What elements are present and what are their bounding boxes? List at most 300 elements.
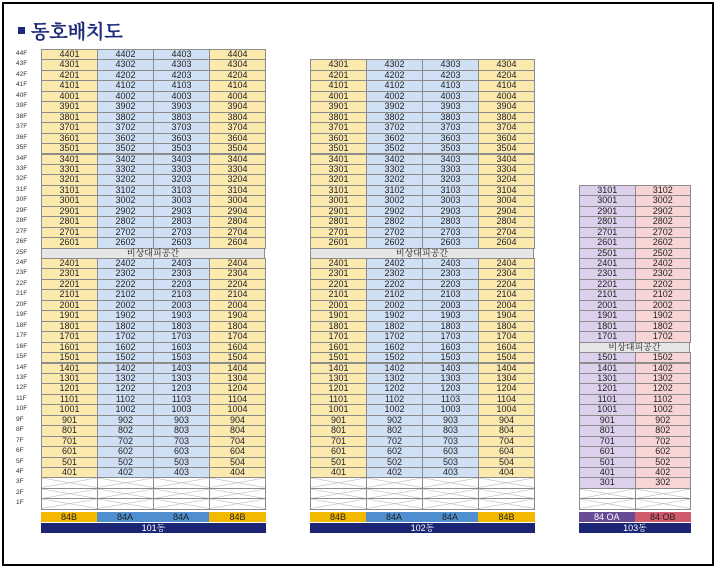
unit-cell: 4201 <box>41 70 98 81</box>
unit-cell: 3504 <box>209 143 266 154</box>
unit-cell: 1904 <box>209 310 266 321</box>
floor-label: 43F <box>16 60 28 68</box>
floor-label: 14F <box>16 363 28 371</box>
unit-cell: 2804 <box>478 216 535 227</box>
unit-cell: 803 <box>153 425 210 436</box>
empty-floor-cell <box>310 498 367 509</box>
floor-label: 41F <box>16 81 28 89</box>
unit-cell: 4101 <box>310 80 367 91</box>
unit-cell: 4004 <box>478 91 535 102</box>
unit-cell: 3503 <box>422 143 479 154</box>
unit-cell: 2402 <box>635 258 692 269</box>
floor-label: 35F <box>16 144 28 152</box>
unit-cell: 1302 <box>635 373 692 384</box>
unit-cell: 3702 <box>97 122 154 133</box>
floor-label: 25F <box>16 248 28 256</box>
unit-cell: 502 <box>635 457 692 468</box>
unit-cell: 3104 <box>478 185 535 196</box>
unit-cell: 2602 <box>635 237 692 248</box>
unit-cell: 701 <box>310 436 367 447</box>
unit-cell: 3403 <box>422 154 479 165</box>
unit-cell: 2801 <box>41 216 98 227</box>
floor-label: 32F <box>16 175 28 183</box>
unit-cell: 3101 <box>41 185 98 196</box>
unit-cell: 2303 <box>422 268 479 279</box>
unit-cell: 1703 <box>422 331 479 342</box>
unit-cell: 3301 <box>310 164 367 175</box>
unit-cell: 4203 <box>422 70 479 81</box>
unit-cell: 3204 <box>209 174 266 185</box>
unit-cell: 1604 <box>209 342 266 353</box>
unit-cell: 704 <box>478 436 535 447</box>
unit-cell: 3304 <box>209 164 266 175</box>
unit-cell: 2104 <box>209 289 266 300</box>
empty-floor-cell <box>635 498 692 509</box>
unit-cell: 2402 <box>366 258 423 269</box>
unit-cell: 3903 <box>422 101 479 112</box>
floor-label: 34F <box>16 154 28 162</box>
unit-cell: 804 <box>478 425 535 436</box>
unit-cell: 1202 <box>366 383 423 394</box>
unit-cell: 3703 <box>422 122 479 133</box>
unit-cell: 2301 <box>41 268 98 279</box>
unit-cell: 4103 <box>153 80 210 91</box>
unit-cell: 4001 <box>310 91 367 102</box>
unit-cell: 2303 <box>153 268 210 279</box>
unit-cell: 1101 <box>310 394 367 405</box>
unit-cell: 3401 <box>310 154 367 165</box>
unit-cell: 3002 <box>97 195 154 206</box>
floor-label: 21F <box>16 290 28 298</box>
unit-cell: 3302 <box>366 164 423 175</box>
unit-cell: 603 <box>153 446 210 457</box>
unit-cell: 403 <box>153 467 210 478</box>
floor-label: 6F <box>16 447 24 455</box>
unit-cell: 502 <box>366 457 423 468</box>
unit-cell: 1603 <box>422 342 479 353</box>
unit-cell: 2901 <box>579 206 636 217</box>
unit-cell: 501 <box>579 457 636 468</box>
unit-cell: 3202 <box>97 174 154 185</box>
floor-label: 11F <box>16 394 27 402</box>
floor-label: 38F <box>16 112 28 120</box>
unit-cell: 2802 <box>366 216 423 227</box>
unit-cell: 1001 <box>310 404 367 415</box>
unit-cell: 504 <box>478 457 535 468</box>
unit-cell: 1901 <box>310 310 367 321</box>
unit-cell: 802 <box>366 425 423 436</box>
unit-cell: 4201 <box>310 70 367 81</box>
unit-cell: 1502 <box>97 352 154 363</box>
unit-cell: 3601 <box>310 133 367 144</box>
unit-cell: 3003 <box>153 195 210 206</box>
unit-cell: 4102 <box>366 80 423 91</box>
unit-cell: 3804 <box>478 112 535 123</box>
unit-cell: 3604 <box>478 133 535 144</box>
unit-cell: 801 <box>310 425 367 436</box>
floor-label: 33F <box>16 164 28 172</box>
unit-cell: 701 <box>41 436 98 447</box>
unit-cell: 2104 <box>478 289 535 300</box>
unit-cell: 1004 <box>478 404 535 415</box>
unit-cell: 1002 <box>366 404 423 415</box>
unit-cell: 1203 <box>422 383 479 394</box>
unit-cell: 4104 <box>478 80 535 91</box>
unit-cell: 1903 <box>422 310 479 321</box>
refuge-floor-row: 비상대피공간 <box>41 248 265 259</box>
unit-cell: 2003 <box>422 300 479 311</box>
unit-cell: 2903 <box>422 206 479 217</box>
unit-cell: 1801 <box>579 321 636 332</box>
unit-cell: 2204 <box>478 279 535 290</box>
unit-cell: 3902 <box>97 101 154 112</box>
floor-label: 19F <box>16 311 28 319</box>
unit-cell: 3802 <box>97 112 154 123</box>
unit-cell: 3804 <box>209 112 266 123</box>
unit-cell: 1002 <box>97 404 154 415</box>
unit-cell: 2302 <box>366 268 423 279</box>
unit-cell: 602 <box>97 446 154 457</box>
unit-cell: 2202 <box>366 279 423 290</box>
unit-cell: 2002 <box>366 300 423 311</box>
unit-cell: 404 <box>209 467 266 478</box>
unit-cell: 2304 <box>209 268 266 279</box>
unit-cell: 3204 <box>478 174 535 185</box>
unit-cell: 2901 <box>310 206 367 217</box>
unit-cell: 801 <box>41 425 98 436</box>
floor-label: 12F <box>16 384 28 392</box>
floor-label: 42F <box>16 70 28 78</box>
unit-cell: 3102 <box>635 185 692 196</box>
unit-cell: 3602 <box>366 133 423 144</box>
unit-cell: 2401 <box>41 258 98 269</box>
floor-label: 16F <box>16 342 28 350</box>
unit-cell: 2904 <box>209 206 266 217</box>
unit-cell: 2702 <box>97 227 154 238</box>
unit-cell: 2101 <box>310 289 367 300</box>
unit-cell: 604 <box>209 446 266 457</box>
unit-cell: 1701 <box>41 331 98 342</box>
unit-cell: 2001 <box>41 300 98 311</box>
unit-cell: 503 <box>153 457 210 468</box>
unit-cell: 4204 <box>209 70 266 81</box>
unit-cell: 3101 <box>579 185 636 196</box>
unit-cell: 1803 <box>153 321 210 332</box>
unit-cell: 2102 <box>635 289 692 300</box>
unit-cell: 3004 <box>478 195 535 206</box>
unit-cell: 4202 <box>97 70 154 81</box>
unit-cell: 1301 <box>41 373 98 384</box>
unit-cell: 404 <box>478 467 535 478</box>
unit-cell: 1702 <box>366 331 423 342</box>
unit-cell: 3902 <box>366 101 423 112</box>
floor-label: 5F <box>16 457 24 465</box>
unit-cell: 2401 <box>310 258 367 269</box>
unit-type-label: 84B <box>478 512 535 522</box>
unit-cell: 3801 <box>41 112 98 123</box>
unit-cell: 4202 <box>366 70 423 81</box>
unit-cell: 704 <box>209 436 266 447</box>
unit-cell: 901 <box>41 415 98 426</box>
unit-cell: 1503 <box>422 352 479 363</box>
unit-cell: 3604 <box>209 133 266 144</box>
unit-cell: 802 <box>635 425 692 436</box>
unit-cell: 1402 <box>366 363 423 374</box>
unit-cell: 1702 <box>97 331 154 342</box>
unit-cell: 1301 <box>310 373 367 384</box>
unit-cell: 501 <box>41 457 98 468</box>
unit-cell: 603 <box>422 446 479 457</box>
floor-label: 9F <box>16 415 24 423</box>
unit-cell: 1804 <box>478 321 535 332</box>
unit-cell: 902 <box>366 415 423 426</box>
unit-cell: 3502 <box>97 143 154 154</box>
unit-cell: 1602 <box>366 342 423 353</box>
unit-cell: 1601 <box>310 342 367 353</box>
unit-cell: 1303 <box>422 373 479 384</box>
unit-cell: 4302 <box>366 59 423 70</box>
unit-cell: 2002 <box>635 300 692 311</box>
unit-cell: 3702 <box>366 122 423 133</box>
unit-cell: 3603 <box>422 133 479 144</box>
unit-cell: 903 <box>422 415 479 426</box>
unit-cell: 3603 <box>153 133 210 144</box>
unit-cell: 2901 <box>41 206 98 217</box>
unit-cell: 3601 <box>41 133 98 144</box>
unit-cell: 3701 <box>41 122 98 133</box>
unit-cell: 2402 <box>97 258 154 269</box>
unit-cell: 401 <box>579 467 636 478</box>
unit-cell: 2401 <box>579 258 636 269</box>
floor-label: 8F <box>16 426 24 434</box>
unit-type-label: 84B <box>209 512 266 522</box>
floor-label: 17F <box>16 332 28 340</box>
unit-cell: 2202 <box>97 279 154 290</box>
building-name: 103동 <box>579 523 691 533</box>
unit-cell: 2103 <box>422 289 479 300</box>
unit-cell: 1704 <box>478 331 535 342</box>
unit-cell: 2803 <box>422 216 479 227</box>
unit-cell: 3102 <box>366 185 423 196</box>
unit-cell: 1101 <box>579 394 636 405</box>
unit-cell: 1402 <box>97 363 154 374</box>
unit-cell: 1202 <box>635 383 692 394</box>
floor-label: 44F <box>16 50 28 57</box>
unit-cell: 2302 <box>635 268 692 279</box>
unit-cell: 3104 <box>209 185 266 196</box>
unit-cell: 801 <box>579 425 636 436</box>
floor-label: 18F <box>16 321 28 329</box>
unit-cell: 1101 <box>41 394 98 405</box>
unit-cell: 402 <box>635 467 692 478</box>
unit-cell: 2703 <box>422 227 479 238</box>
unit-cell: 1201 <box>41 383 98 394</box>
unit-cell: 4003 <box>422 91 479 102</box>
unit-cell: 1601 <box>41 342 98 353</box>
unit-cell: 2902 <box>635 206 692 217</box>
unit-cell: 1102 <box>97 394 154 405</box>
unit-cell: 601 <box>310 446 367 457</box>
unit-cell: 702 <box>97 436 154 447</box>
unit-type-label: 84A <box>366 512 422 522</box>
unit-cell: 3001 <box>579 195 636 206</box>
unit-cell: 3404 <box>209 154 266 165</box>
unit-cell: 1902 <box>635 310 692 321</box>
floor-label: 28F <box>16 217 28 225</box>
floor-label: 24F <box>16 259 28 266</box>
unit-cell: 1103 <box>153 394 210 405</box>
floor-label: 40F <box>16 91 28 99</box>
unit-cell: 4302 <box>97 59 154 70</box>
unit-cell: 3201 <box>41 174 98 185</box>
unit-cell: 3004 <box>209 195 266 206</box>
floor-label: 1F <box>16 499 24 507</box>
unit-cell: 1902 <box>97 310 154 321</box>
unit-cell: 3803 <box>153 112 210 123</box>
unit-cell: 1802 <box>635 321 692 332</box>
empty-floor-cell <box>41 498 98 509</box>
unit-cell: 3002 <box>635 195 692 206</box>
unit-cell: 3801 <box>310 112 367 123</box>
unit-cell: 2603 <box>153 237 210 248</box>
empty-floor-cell <box>153 498 210 509</box>
unit-cell: 602 <box>366 446 423 457</box>
unit-cell: 2101 <box>579 289 636 300</box>
unit-cell: 1401 <box>41 363 98 374</box>
unit-cell: 1204 <box>209 383 266 394</box>
unit-cell: 3102 <box>97 185 154 196</box>
unit-cell: 2804 <box>209 216 266 227</box>
unit-cell: 1502 <box>366 352 423 363</box>
unit-cell: 1504 <box>209 352 266 363</box>
unit-cell: 3201 <box>310 174 367 185</box>
unit-cell: 2301 <box>310 268 367 279</box>
unit-cell: 2601 <box>310 237 367 248</box>
unit-cell: 3701 <box>310 122 367 133</box>
empty-floor-cell <box>97 498 154 509</box>
unit-cell: 4301 <box>41 59 98 70</box>
unit-cell: 702 <box>635 436 692 447</box>
unit-cell: 2201 <box>41 279 98 290</box>
unit-cell: 2502 <box>635 248 692 259</box>
unit-cell: 4401 <box>41 49 98 60</box>
floor-label: 4F <box>16 468 24 475</box>
unit-cell: 1901 <box>41 310 98 321</box>
unit-cell: 3303 <box>422 164 479 175</box>
unit-cell: 3501 <box>41 143 98 154</box>
unit-cell: 3404 <box>478 154 535 165</box>
unit-cell: 4001 <box>41 91 98 102</box>
unit-cell: 2201 <box>579 279 636 290</box>
unit-cell: 1302 <box>366 373 423 384</box>
unit-cell: 904 <box>478 415 535 426</box>
empty-floor-cell <box>422 498 479 509</box>
unit-cell: 3303 <box>153 164 210 175</box>
unit-cell: 2001 <box>579 300 636 311</box>
unit-cell: 3001 <box>310 195 367 206</box>
unit-type-label: 84B <box>310 512 366 522</box>
unit-cell: 2203 <box>153 279 210 290</box>
unit-cell: 3103 <box>422 185 479 196</box>
unit-cell: 2904 <box>478 206 535 217</box>
unit-cell: 3901 <box>310 101 367 112</box>
unit-cell: 1102 <box>366 394 423 405</box>
unit-cell: 2002 <box>97 300 154 311</box>
unit-cell: 402 <box>366 467 423 478</box>
unit-cell: 2704 <box>209 227 266 238</box>
floor-label: 27F <box>16 227 28 235</box>
refuge-floor-row: 비상대피공간 <box>579 342 690 353</box>
building-name: 102동 <box>310 523 535 533</box>
building-name: 101동 <box>41 523 266 533</box>
unit-cell: 2701 <box>310 227 367 238</box>
floor-label: 3F <box>16 478 24 486</box>
empty-floor-cell <box>478 498 535 509</box>
unit-cell: 2802 <box>97 216 154 227</box>
unit-cell: 3202 <box>366 174 423 185</box>
unit-cell: 4203 <box>153 70 210 81</box>
floor-label: 22F <box>16 279 28 287</box>
unit-cell: 1201 <box>310 383 367 394</box>
unit-cell: 3402 <box>97 154 154 165</box>
unit-cell: 1403 <box>153 363 210 374</box>
unit-cell: 2602 <box>97 237 154 248</box>
unit-cell: 1904 <box>478 310 535 321</box>
unit-cell: 3101 <box>310 185 367 196</box>
unit-cell: 2902 <box>97 206 154 217</box>
unit-cell: 1001 <box>579 404 636 415</box>
floor-label: 39F <box>16 102 28 110</box>
unit-cell: 2501 <box>579 248 636 259</box>
unit-cell: 2102 <box>97 289 154 300</box>
unit-cell: 2702 <box>366 227 423 238</box>
unit-cell: 901 <box>310 415 367 426</box>
unit-cell: 1804 <box>209 321 266 332</box>
unit-cell: 1501 <box>579 352 636 363</box>
floor-label: 29F <box>16 206 28 214</box>
unit-cell: 4003 <box>153 91 210 102</box>
unit-cell: 604 <box>478 446 535 457</box>
unit-cell: 3802 <box>366 112 423 123</box>
unit-cell: 2702 <box>635 227 692 238</box>
unit-cell: 3602 <box>97 133 154 144</box>
unit-cell: 1802 <box>366 321 423 332</box>
unit-cell: 4301 <box>310 59 367 70</box>
unit-cell: 3403 <box>153 154 210 165</box>
unit-cell: 1801 <box>41 321 98 332</box>
unit-cell: 601 <box>41 446 98 457</box>
unit-cell: 1402 <box>635 363 692 374</box>
unit-cell: 2601 <box>41 237 98 248</box>
unit-cell: 503 <box>422 457 479 468</box>
unit-cell: 4002 <box>366 91 423 102</box>
unit-type-label: 84A <box>97 512 153 522</box>
unit-cell: 2601 <box>579 237 636 248</box>
unit-cell: 1103 <box>422 394 479 405</box>
unit-cell: 1501 <box>310 352 367 363</box>
unit-cell: 1403 <box>422 363 479 374</box>
unit-cell: 1303 <box>153 373 210 384</box>
unit-cell: 3503 <box>153 143 210 154</box>
unit-cell: 302 <box>635 477 692 488</box>
unit-cell: 1401 <box>310 363 367 374</box>
unit-cell: 4102 <box>97 80 154 91</box>
unit-cell: 2602 <box>366 237 423 248</box>
unit-cell: 2202 <box>635 279 692 290</box>
unit-cell: 1001 <box>41 404 98 415</box>
unit-cell: 2302 <box>97 268 154 279</box>
unit-cell: 1803 <box>422 321 479 332</box>
